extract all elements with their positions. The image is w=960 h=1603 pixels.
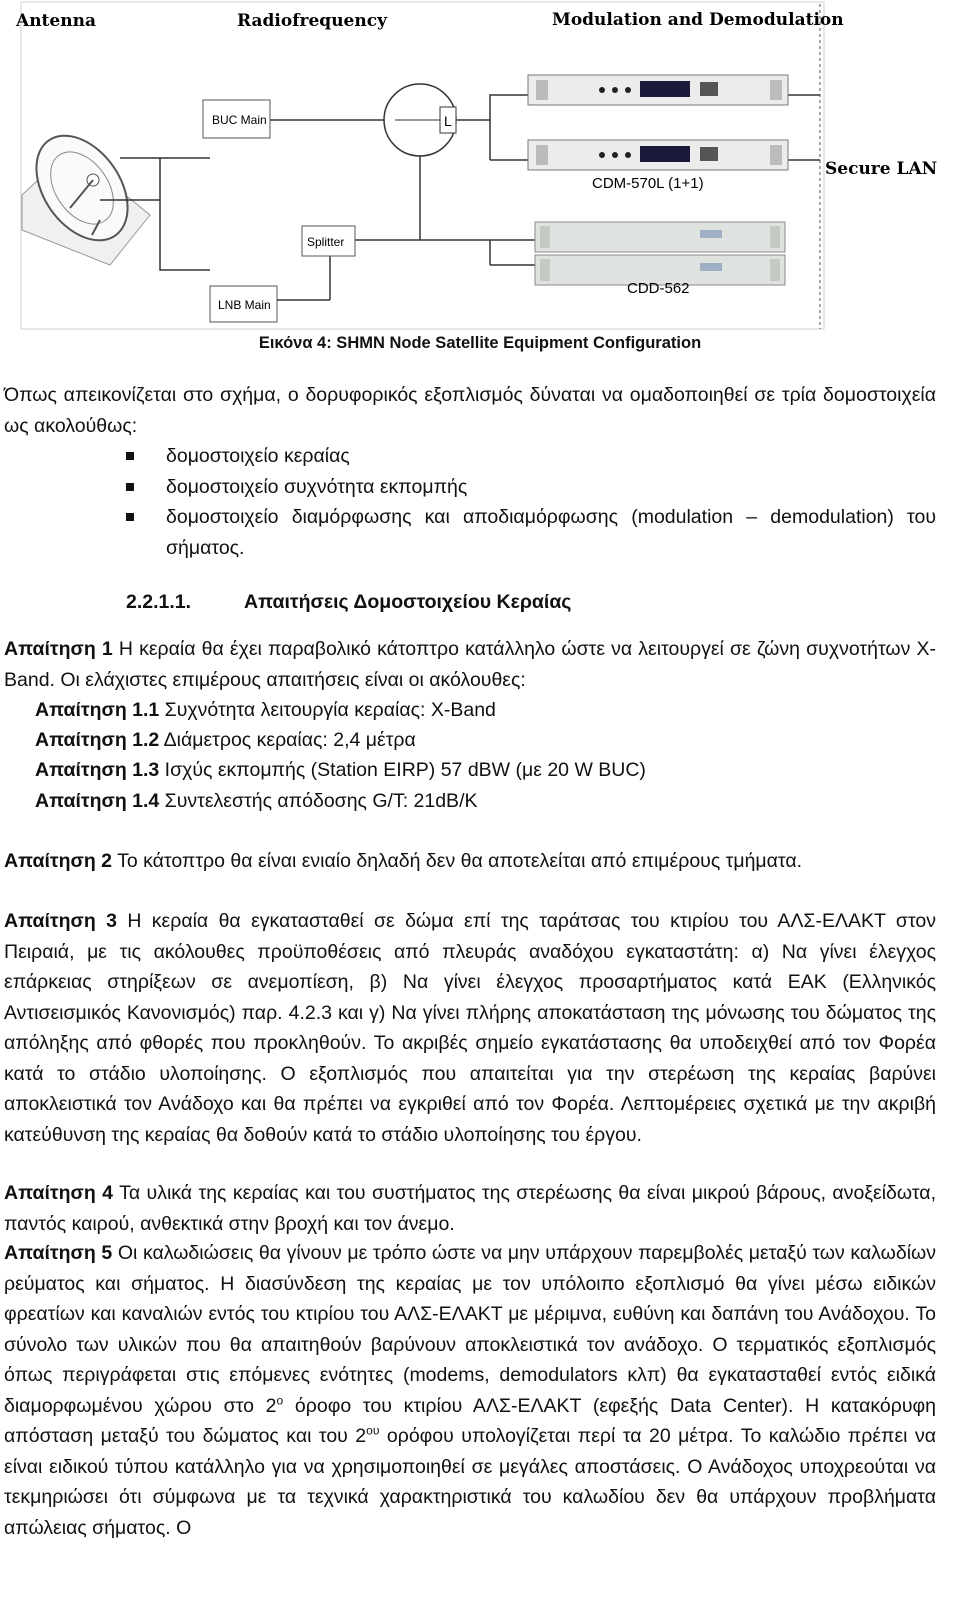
req-text: Τα υλικά της κεραίας και του συστήματος της στερέωσης θα είναι μικρού βάρους, ανοξείδωτα, παντός καιρού, ανθεκτικά στην βροχή και τον άνεμο.: [4, 1182, 936, 1235]
requirement-2: [4, 846, 936, 877]
switch-l-label: L: [444, 113, 452, 129]
list-item-text: δομοστοιχείο διαμόρφωσης και αποδιαμόρφωσης (modulation – demodulation) του σήματος.: [166, 506, 936, 559]
subreq-label: Απαίτηση 1.2: [35, 729, 160, 751]
req-label: Απαίτηση 2: [4, 850, 113, 872]
section-number: 2.2.1.1.: [126, 591, 192, 613]
lnb-label: LNB Main: [218, 298, 271, 312]
moddemod-label: Modulation and Demodulation: [552, 10, 844, 30]
module-list: [126, 441, 936, 563]
req-label: Απαίτηση 4: [4, 1182, 114, 1204]
subreq-text: Συχνότητα λειτουργία κεραίας: X-Band: [159, 699, 496, 721]
subreq-label: Απαίτηση 1.4: [35, 790, 160, 812]
antenna-label: Antenna: [16, 11, 96, 31]
list-item-text: δομοστοιχείο κεραίας: [166, 445, 350, 467]
requirement-5: [4, 1238, 936, 1543]
figure-satellite-configuration: [0, 0, 960, 338]
req-text-a: Οι καλωδιώσεις θα γίνουν με τρόπο ώστε να μην υπάρχουν παρεμβολές μεταξύ των καλωδίων ρεύματος και σήματος. Η διασύνδεση της κεραίας με τον υπόλοιπο εξοπλισμό θα γίνει μέσω ειδικών φρεατίων και καναλιών εντός του κτιρίου του ΑΛΣ-ΕΛΑΚΤ με μέριμνα, ευθύνη και δαπάνη του Ανάδοχου. Το σύνολο των υλικών που θα απαιτηθούν βαρύνουν αποκλειστικά τον ανάδοχο. Ο τερματικός εξοπλισμός όπως περιγράφεται στις επόμενες ενότητες (modems, demodulators κλπ) θα εγκατασταθεί εντός ειδικά διαμορφωμένου χώρου στο 2: [4, 1242, 936, 1417]
requirement-4: [4, 1178, 936, 1239]
subreq-text: Συντελεστής απόδοσης G/T: 21dB/K: [159, 790, 478, 812]
req-text-c: ορόφου υπολογίζεται περί τα 20 μέτρα. Το καλώδιο πρέπει να είναι ειδικού τύπου κατάλληλο για να χρησιμοποιηθεί σε μεγάλες αποστάσεις. Ο Ανάδοχος υποχρεούται να τεκμηριώσει ότι σύμφωνα με τα τεχνικά χαρακτηριστικά του καλωδίου δεν θα υπάρχουν προβλήματα απώλειας σήματος. Ο: [4, 1425, 936, 1539]
req-text: Η κεραία θα έχει παραβολικό κάτοπτρο κατάλληλο ώστε να λειτουργεί σε ζώνη συχνοτήτων X-Band. Οι ελάχιστες επιμέρους απαιτήσεις είναι οι ακόλουθες:: [4, 638, 936, 691]
radiofrequency-label: Radiofrequency: [237, 11, 387, 31]
req-label: Απαίτηση 5: [4, 1242, 113, 1264]
req-text: Η κεραία θα εγκατασταθεί σε δώμα επί της ταράτσας του κτιρίου του ΑΛΣ-ΕΛΑΚΤ στον Πειραιά, με τις ακόλουθες προϋποθέσεις από πλευράς αναδόχου εγκαταστάτη: α) Να γίνει έλεγχος επάρκειας στηρίξεων σε ανεμοπίεση, β) Να γίνει έλεγχος προσαρτήματος κατά ΕΑΚ (Ελληνικός Αντισεισμικός Κανονισμός) παρ. 4.2.3 και γ) Να γίνει πλήρης αποκατάσταση της μόνωσης του δώματος της απόληξης από φθορές που προκληθούν. Το ακριβές σημείο εγκατάστασης θα υποδειχθεί από τον Φορέα κατά το στάδιο υλοποίησης. Ο εξοπλισμός που απαιτείται για την στερέωση της κεραίας βαρύνει αποκλειστικά τον Ανάδοχο και θα πρέπει να εγκριθεί από τον Φορέα. Λεπτομέρειες σχετικά με την ακριβή κατεύθυνση της κεραίας θα δοθούν κατά το στάδιο υλοποίησης του έργου.: [4, 910, 936, 1146]
req-text: Το κάτοπτρο θα είναι ενιαίο δηλαδή δεν θα αποτελείται από επιμέρους τμήματα.: [112, 850, 803, 872]
splitter-label: Splitter: [307, 235, 345, 249]
secure-lan-label: Secure LAN: [825, 159, 938, 179]
cdd-label: CDD-562: [627, 280, 690, 297]
section-title: Απαιτήσεις Δομοστοιχείου Κεραίας: [244, 591, 572, 613]
cdm-label: CDM-570L (1+1): [592, 175, 704, 192]
subreq-label: Απαίτηση 1.1: [35, 699, 160, 721]
equipment-diagram: [0, 0, 960, 338]
intro-paragraph: Όπως απεικονίζεται στο σχήμα, ο δορυφορικός εξοπλισμός δύναται να ομαδοποιηθεί σε τρία δομοστοιχεία ως ακολούθως:: [4, 384, 936, 437]
list-item: [126, 502, 936, 563]
subrequirement: [35, 786, 478, 817]
section-heading: [126, 591, 571, 614]
superscript: ου: [366, 1423, 380, 1438]
req-text-b: όροφο του κτιρίου ΑΛΣ-ΕΛΑΚΤ (εφεξής Data Center). Η κατακόρυφη απόσταση μεταξύ του δώματος και του 2: [4, 1394, 936, 1447]
subrequirement: [35, 755, 646, 786]
req-label: Απαίτηση 1: [4, 638, 113, 660]
subreq-text: Διάμετρος κεραίας: 2,4 μέτρα: [159, 729, 416, 751]
req-label: Απαίτηση 3: [4, 910, 117, 932]
buc-label: BUC Main: [212, 113, 267, 127]
superscript: ο: [276, 1393, 284, 1407]
subrequirement: [35, 695, 496, 726]
figure-caption: Εικόνα 4: SHMN Node Satellite Equipment Configuration: [258, 334, 702, 352]
list-item: [126, 441, 936, 472]
list-item-text: δομοστοιχείο συχνότητα εκπομπής: [166, 475, 468, 498]
cdd-demod-unit-1: [535, 222, 785, 252]
list-item: [126, 472, 936, 503]
requirement-1: [4, 634, 936, 695]
subrequirement: [35, 725, 416, 756]
subreq-text: Ισχύς εκπομπής (Station EIRP) 57 dBW (με 20 W BUC): [159, 759, 646, 781]
requirement-3: [4, 906, 936, 1150]
cdm-modem-unit-1: [528, 75, 788, 105]
subreq-label: Απαίτηση 1.3: [35, 759, 160, 781]
cdm-modem-unit-2: [528, 140, 788, 170]
